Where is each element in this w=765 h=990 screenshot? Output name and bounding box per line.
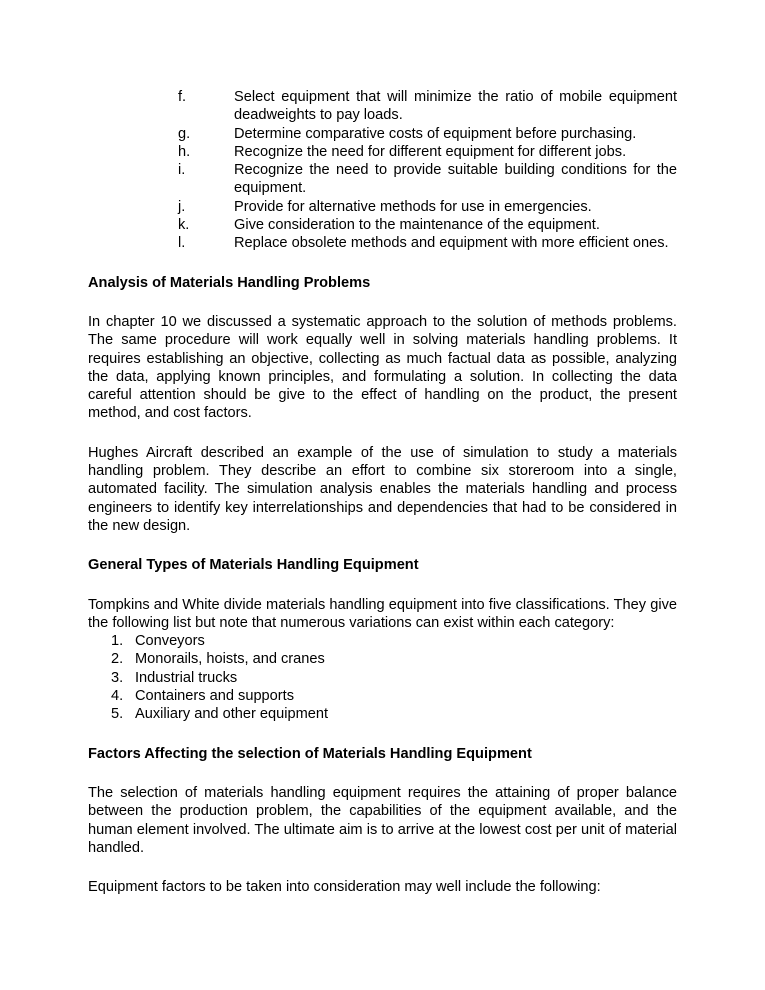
list-marker: 1.: [111, 633, 124, 650]
numbered-equipment-classifications-list: [88, 632, 677, 723]
list-item-text: Select equipment that will minimize the ratio of mobile equipment deadweights to pay loads.: [234, 89, 677, 124]
list-marker: k.: [178, 217, 190, 234]
spacer: [88, 253, 677, 274]
spacer: [88, 763, 677, 784]
spacer: [88, 575, 677, 596]
list-item-text: Auxiliary and other equipment: [135, 706, 329, 723]
list-item-text: Recognize the need for different equipment for different jobs.: [234, 143, 627, 160]
section-heading-general-types: General Types of Materials Handling Equipment: [88, 557, 419, 574]
list-marker: h.: [178, 143, 191, 160]
paragraph-hughes-aircraft: Hughes Aircraft described an example of the use of simulation to study a materials handling problem. They describe an effort to combine six storeroom into a single, automated facility. The simulation analysis enables the materials handling and process engineers to identify key interrelationships and dependencies that had to be considered in the new design.: [88, 444, 677, 534]
list-item: [88, 234, 677, 252]
list-item: [88, 216, 677, 234]
list-marker: l.: [178, 235, 186, 252]
spacer: [88, 423, 677, 444]
list-item: [88, 669, 677, 687]
list-item: [88, 198, 677, 216]
list-item: [88, 143, 677, 161]
page-content: [88, 88, 677, 896]
section-heading-analysis: Analysis of Materials Handling Problems: [88, 274, 371, 291]
spacer: [88, 535, 677, 556]
paragraph-selection-balance: The selection of materials handling equipment requires the attaining of proper balance between the production problem, the capabilities of the equipment available, and the human element involved. The ultimate aim is to arrive at the lowest cost per unit of material handled.: [88, 784, 677, 856]
list-item-text: Recognize the need to provide suitable building conditions for the equipment.: [234, 162, 677, 197]
list-marker: i.: [178, 162, 186, 179]
list-marker: f.: [178, 89, 187, 105]
spacer: [88, 724, 677, 745]
section-heading-factors: Factors Affecting the selection of Materials Handling Equipment: [88, 745, 532, 762]
list-marker: 3.: [111, 669, 124, 686]
list-item-text: Monorails, hoists, and cranes: [135, 651, 325, 668]
lettered-equipment-principles-list: [88, 88, 677, 253]
list-item: [88, 632, 677, 650]
list-item: [88, 650, 677, 668]
list-item: [88, 687, 677, 705]
spacer: [88, 857, 677, 878]
paragraph-analysis-approach: In chapter 10 we discussed a systematic approach to the solution of methods problems. The same procedure will work equally well in solving materials handling problems. It requires establishing an objective, collecting as much factual data as possible, analyzing the data, applying known principles, and formulating a solution. In collecting the data careful attention should be give to the effect of handling on the product, the present method, and cost factors.: [88, 313, 677, 422]
paragraph-tompkins-white: Tompkins and White divide materials handling equipment into five classifications. They give the following list but note that numerous variations can exist within each category:: [88, 596, 677, 631]
paragraph-equipment-factors-intro: Equipment factors to be taken into consideration may well include the following:: [88, 879, 601, 896]
list-item-text: Containers and supports: [135, 688, 295, 705]
list-marker: 5.: [111, 706, 124, 723]
list-marker: g.: [178, 125, 191, 142]
list-item: [88, 125, 677, 143]
list-marker: 4.: [111, 688, 124, 705]
list-marker: j.: [178, 198, 186, 215]
list-item-text: Conveyors: [135, 633, 205, 650]
list-item: [88, 88, 677, 125]
list-item-text: Provide for alternative methods for use in emergencies.: [234, 198, 592, 215]
list-item-text: Industrial trucks: [135, 669, 238, 686]
list-item: [88, 161, 677, 198]
list-item-text: Determine comparative costs of equipment before purchasing.: [234, 125, 637, 142]
list-item-text: Give consideration to the maintenance of the equipment.: [234, 217, 600, 234]
spacer: [88, 292, 677, 313]
list-marker: 2.: [111, 651, 124, 668]
list-item-text: Replace obsolete methods and equipment with more efficient ones.: [234, 235, 669, 252]
list-item: [88, 705, 677, 723]
